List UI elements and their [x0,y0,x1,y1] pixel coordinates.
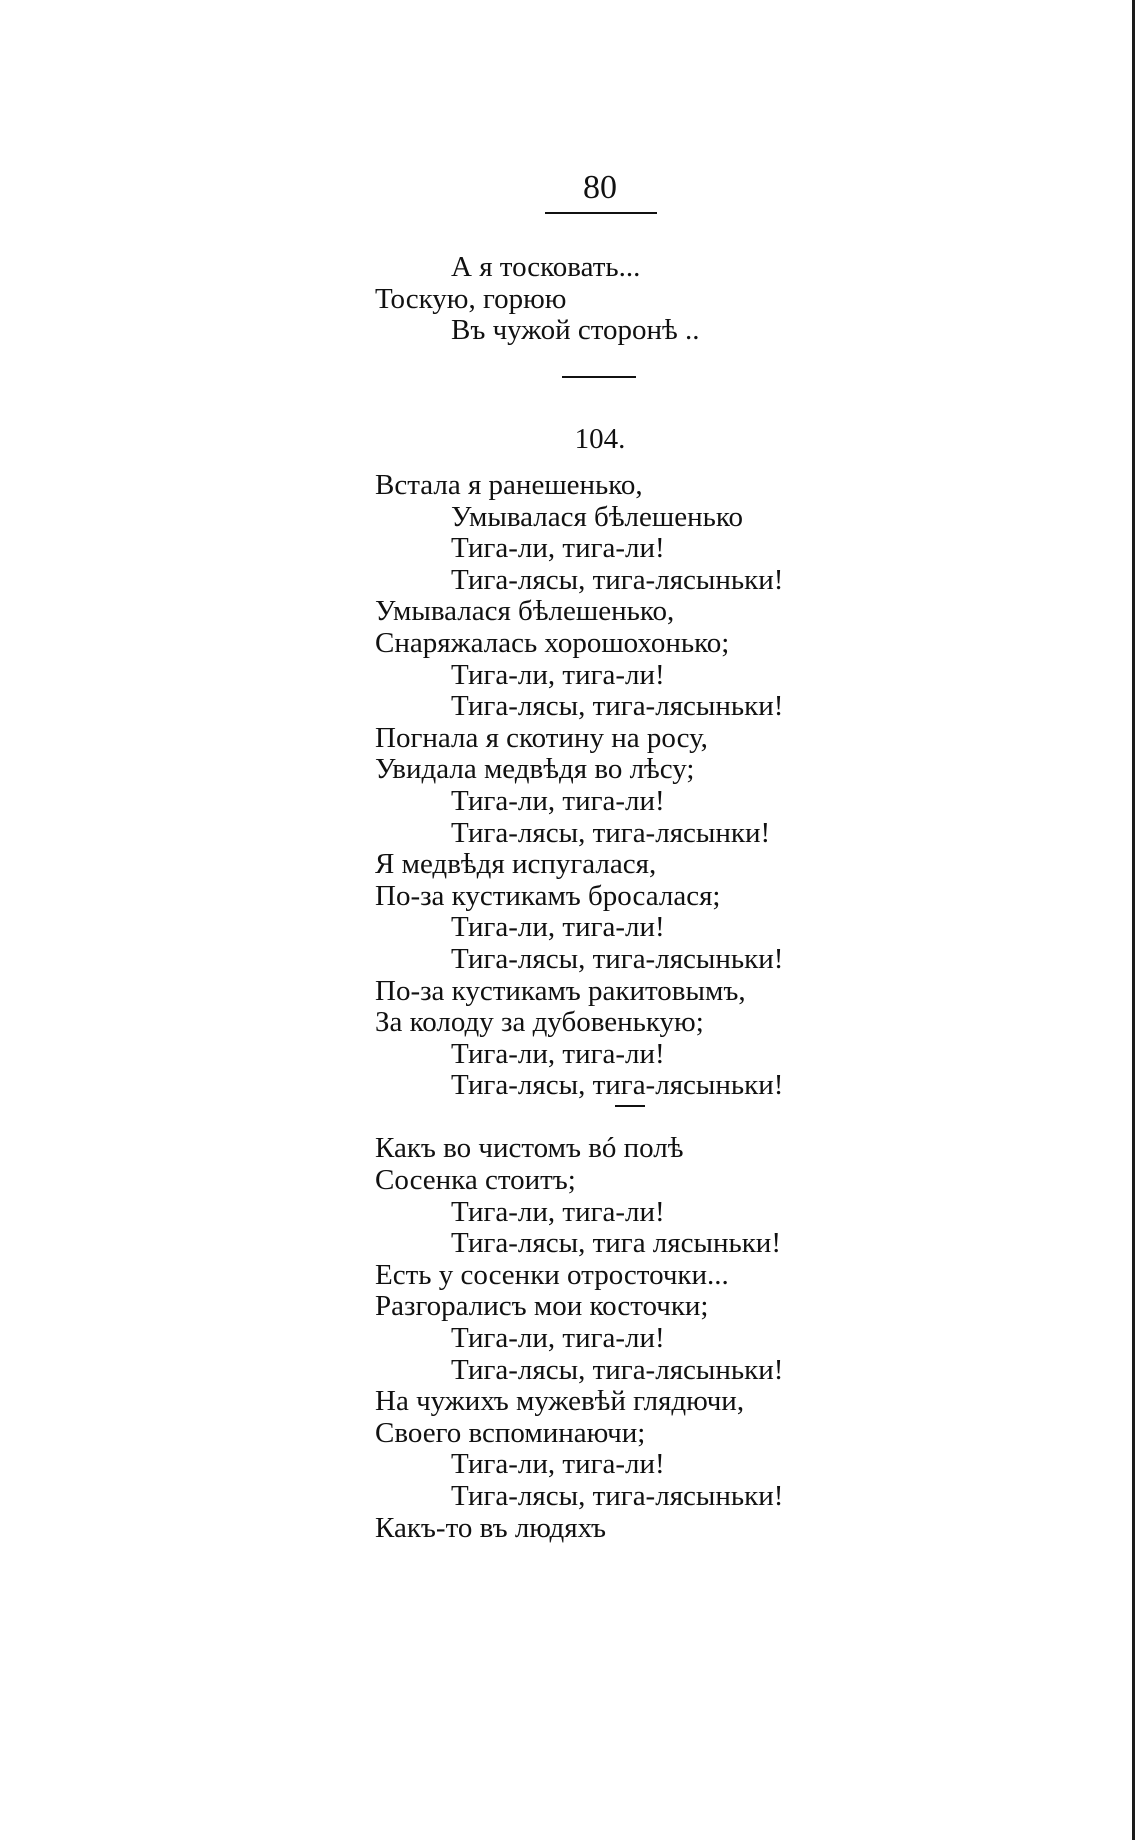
refrain-line: Тига-ли, тига-ли! [451,1322,665,1355]
refrain-line: Тига-ли, тига-ли! [451,658,665,691]
refrain-line: А я тосковать... [451,251,641,283]
refrain-line: Тига-ли, тига-ли! [451,1448,665,1481]
section-divider [562,376,636,378]
verse-line: Снаряжалась хорошохонько; [375,626,730,659]
refrain-line: Тига-лясы, тига-лясыньки! [451,1480,784,1512]
verse-line: На чужихъ мужевѣй глядючи, [375,1385,745,1418]
poem-text [375,470,783,1544]
verse-line: По-за кустикамъ бросалася; [375,879,721,912]
verse-line: Погнала я скотину на росу, [375,721,708,754]
verse-line: Встала я ранешенько, [375,469,643,501]
refrain-line: Тига-лясы, тига-лясыньки! [451,690,784,723]
refrain-line: Въ чужой сторонѣ .. [451,314,700,347]
refrain-line: Тига-лясы, тига-лясыньки! [451,1353,784,1386]
verse-line: Есть у сосенки отросточки... [375,1258,729,1291]
refrain-line: Тига-ли, тига-ли! [451,784,665,817]
poem-number: 104. [574,423,626,455]
refrain-line: Тига-лясы, тига-лясынки! [451,816,771,849]
verse-line: Я медвѣдя испугалася, [375,848,657,881]
header-rule [545,212,657,214]
refrain-line: Тига-ли, тига-ли! [451,532,665,565]
verse-line: Разгоралисъ мои косточки; [375,1290,709,1323]
verse-line: По-за кустикамъ ракитовымъ, [375,974,746,1007]
refrain-line: Тига-ли, тига-ли! [451,1195,665,1228]
refrain-line: Тига-лясы, тига-лясыньки! [451,1069,784,1102]
verse-line: Умывалася бѣлешенько, [375,595,675,628]
verse-line: Какъ-то въ людяхъ [375,1511,606,1544]
refrain-line: Тига-ли, тига-ли! [451,1037,665,1070]
verse-line: Тоскую, горюю [375,282,567,315]
continued-stanza [375,252,700,347]
page-edge [1132,0,1135,1840]
verse-line: За колоду за дубовенькую; [375,1006,704,1039]
stanza-separator [375,1102,783,1134]
refrain-line: Умывалася бѣлешенько [451,500,743,533]
verse-line: Какъ во чистомъ вó полѣ [375,1132,684,1165]
refrain-line: Тига-лясы, тига лясыньки! [451,1227,781,1260]
verse-line: Увидала медвѣдя во лѣсу; [375,753,695,786]
verse-line: Сосенка стоитъ; [375,1164,576,1197]
page-number: 80 [583,169,617,206]
refrain-line: Тига-лясы, тига-лясыньки! [451,942,784,975]
refrain-line: Тига-ли, тига-ли! [451,911,665,944]
separator-dash [615,1105,645,1107]
verse-line: Своего вспоминаючи; [375,1416,646,1449]
refrain-line: Тига-лясы, тига-лясыньки! [451,563,784,596]
